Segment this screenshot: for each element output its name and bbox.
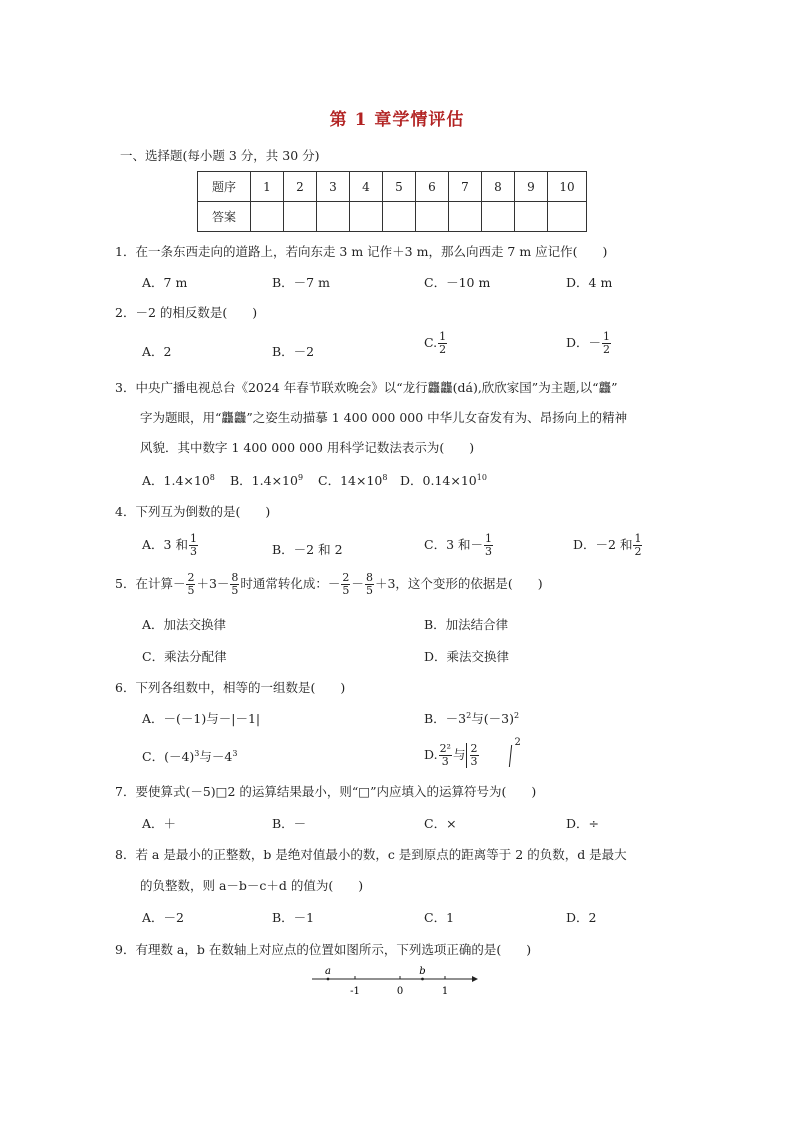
- q6-option-c: [142, 747, 237, 765]
- exponent: 2: [466, 710, 472, 720]
- arrow-icon: [472, 976, 478, 982]
- denominator: 2: [439, 343, 447, 356]
- answer-table-header-label: 题序: [198, 172, 251, 202]
- q2-option-d: [566, 331, 612, 356]
- denominator: 5: [365, 584, 373, 597]
- question-2-text: 2．－2 的相反数是( ): [115, 305, 258, 320]
- point-a-marker: [327, 978, 330, 981]
- q3-option-a-base: A．1.4×10: [142, 473, 210, 488]
- numerator: 8: [365, 571, 373, 584]
- fraction: [341, 572, 350, 597]
- question-8-line1: 8．若 a 是最小的正整数，b 是绝对值最小的数，c 是到原点的距离等于 2 的负数，d 是最大: [115, 847, 627, 862]
- answer-cell[interactable]: [284, 202, 317, 232]
- q4-option-d: [573, 533, 643, 558]
- point-b-label: b: [419, 966, 426, 977]
- q5-part: ＋3－: [196, 576, 230, 591]
- numerator: 2²: [439, 742, 451, 755]
- q4-option-b: B．－2 和 2: [272, 542, 343, 557]
- question-9-text: 9．有理数 a，b 在数轴上对应点的位置如图所示，下列选项正确的是( ): [115, 942, 532, 957]
- q7-option-a: A．＋: [142, 816, 177, 831]
- number-line-tick-label: 0: [396, 986, 404, 997]
- q1-option-c: C．－10 m: [424, 275, 491, 290]
- numerator: 1: [603, 330, 611, 343]
- numerator: 1: [634, 532, 642, 545]
- paren-bracket: [478, 745, 511, 767]
- q3-option-d: [400, 471, 487, 489]
- q4-option-c-prefix: C．3 和－: [424, 537, 483, 552]
- question-3-line1: 3．中央广播电视总台《2024 年春节联欢晚会》以“龙行龘龘(dá),欣欣家国”为主题,以“龘”: [115, 380, 618, 395]
- q2-option-c: [424, 331, 448, 356]
- exponent: 3: [194, 748, 200, 758]
- q7-option-d: D．÷: [566, 816, 599, 831]
- answer-cell[interactable]: [416, 202, 449, 232]
- q5-option-c: C．乘法分配律: [142, 649, 227, 664]
- point-a-label: a: [325, 966, 331, 977]
- q2-option-a: A．2: [142, 344, 172, 359]
- q5-option-d: D．乘法交换律: [424, 649, 510, 664]
- page-title: 第 1 章学情评估: [329, 110, 465, 130]
- q2-option-c-prefix: C.: [424, 335, 438, 350]
- paren-bracket: [466, 743, 480, 768]
- q4-option-d-prefix: D．－2 和: [573, 537, 633, 552]
- fraction: [230, 572, 239, 597]
- denominator: 3: [470, 755, 478, 768]
- answer-table-number: 6: [416, 172, 449, 202]
- q3-option-b-base: B．1.4×10: [230, 473, 298, 488]
- q6-b-part: 与(－3): [471, 711, 514, 726]
- fraction: [470, 743, 479, 768]
- exponent: 2: [513, 710, 520, 720]
- answer-cell[interactable]: [515, 202, 548, 232]
- q8-option-c: C．1: [424, 910, 455, 925]
- q8-option-b: B．－1: [272, 910, 315, 925]
- numerator: 2: [470, 742, 478, 755]
- fraction: [186, 572, 195, 597]
- question-7-text: 7．要使算式(－5)□2 的运算结果最小，则“□”内应填入的运算符号为( ): [115, 784, 537, 799]
- answer-cell[interactable]: [317, 202, 350, 232]
- denominator: 3: [441, 755, 449, 768]
- denominator: 2: [634, 545, 642, 558]
- answer-cell[interactable]: [482, 202, 515, 232]
- answer-table: [197, 171, 587, 232]
- q2-option-b: B．－2: [272, 344, 315, 359]
- denominator: 5: [231, 584, 239, 597]
- question-1-text: 1．在一条东西走向的道路上，若向东走 3 m 记作＋3 m，那么向西走 7 m 应记作( ): [115, 244, 608, 259]
- point-b-marker: [421, 978, 424, 981]
- denominator: 5: [187, 584, 195, 597]
- q1-option-d: D．4 m: [566, 275, 613, 290]
- answer-cell[interactable]: [449, 202, 482, 232]
- question-8-line2: 的负整数，则 a－b－c＋d 的值为( ): [140, 878, 364, 893]
- exponent: 8: [209, 472, 215, 482]
- denominator: 2: [603, 343, 611, 356]
- answer-table-number: 2: [284, 172, 317, 202]
- number-line-tick-label: 1: [441, 986, 449, 997]
- answer-table-number: 9: [515, 172, 548, 202]
- numerator: 2: [187, 571, 195, 584]
- question-3-line3: 风貌．其中数字 1 400 000 000 用科学记数法表示为( ): [140, 440, 475, 455]
- section-heading: 一、选择题(每小题 3 分，共 30 分): [120, 148, 320, 163]
- q3-option-d-base: D．0.14×10: [400, 473, 477, 488]
- denominator: 3: [485, 545, 492, 558]
- answer-table-number: 1: [251, 172, 284, 202]
- question-3-line2: 字为题眼，用“龘龘”之姿生动描摹 1 400 000 000 中华儿女奋发有为、昂扬向上的精神: [140, 410, 628, 425]
- number-line-tick-label: -1: [350, 986, 360, 997]
- fraction: [189, 533, 198, 558]
- q2-option-d-prefix: D．－: [566, 335, 602, 350]
- q5-part: ＋3，这个变形的依据是( ): [374, 576, 543, 591]
- fraction: [633, 533, 642, 558]
- q4-option-c: [424, 533, 494, 558]
- q6-b-part: B．－3: [424, 711, 467, 726]
- denominator: 5: [342, 584, 350, 597]
- question-4-text: 4．下列互为倒数的是( ): [115, 504, 271, 519]
- question-5-text: [115, 572, 543, 597]
- question-6-text: 6．下列各组数中，相等的一组数是( ): [115, 680, 346, 695]
- q5-option-b: B．加法结合律: [424, 617, 509, 632]
- numerator: 1: [439, 330, 447, 343]
- q7-option-c: C．×: [424, 816, 457, 831]
- q6-d-part: 与: [452, 747, 466, 762]
- exponent: 8: [382, 472, 388, 482]
- fraction: [365, 572, 374, 597]
- numerator: 2: [342, 571, 350, 584]
- answer-table-number: 10: [548, 172, 587, 202]
- q6-option-a: A．－(－1)与－|－1|: [142, 711, 261, 726]
- exponent: 3: [232, 748, 238, 758]
- q6-c-part: C．(－4): [142, 749, 195, 764]
- q4-option-a-prefix: A．3 和: [142, 537, 188, 552]
- answer-cell[interactable]: [383, 202, 416, 232]
- answer-table-answer-row: [198, 202, 587, 232]
- number-line: [308, 965, 488, 1001]
- q6-option-b: [424, 709, 519, 727]
- exponent: 2: [514, 737, 521, 748]
- exponent: 9: [297, 472, 304, 482]
- q3-option-a: [142, 471, 215, 489]
- q5-option-a: A．加法交换律: [142, 617, 227, 632]
- answer-table-number: 5: [383, 172, 416, 202]
- answer-table-number: 3: [317, 172, 350, 202]
- fraction: [438, 331, 447, 356]
- exponent: 10: [476, 472, 487, 482]
- answer-table-header-row: [198, 172, 587, 202]
- numerator: 8: [231, 571, 239, 584]
- q6-option-d: [424, 737, 521, 768]
- fraction: [484, 533, 493, 558]
- fraction: [439, 743, 452, 768]
- q3-option-c-base: C．14×10: [318, 473, 383, 488]
- q5-part: －: [351, 576, 364, 591]
- q4-option-a: [142, 533, 199, 558]
- numerator: 1: [485, 532, 492, 545]
- answer-table-number: 8: [482, 172, 515, 202]
- q1-option-b: B．－7 m: [272, 275, 330, 290]
- q1-option-a: A．7 m: [142, 275, 188, 290]
- denominator: 3: [189, 545, 197, 558]
- q3-option-c: [318, 471, 387, 489]
- q6-c-part: 与－4: [199, 749, 233, 764]
- q6-d-prefix: D.: [424, 747, 438, 762]
- answer-table-answer-label: 答案: [198, 202, 251, 232]
- answer-table-number: 4: [350, 172, 383, 202]
- answer-cell[interactable]: [350, 202, 383, 232]
- q8-option-a: A．－2: [142, 910, 184, 925]
- q7-option-b: B．－: [272, 816, 307, 831]
- q8-option-d: D．2: [566, 910, 597, 925]
- numerator: 1: [189, 532, 197, 545]
- fraction: [602, 331, 611, 356]
- q5-part: 5．在计算－: [115, 576, 186, 591]
- answer-table-number: 7: [449, 172, 482, 202]
- q5-part: 时通常转化成：－: [240, 576, 341, 591]
- q3-option-b: [230, 471, 303, 489]
- answer-cell[interactable]: [251, 202, 284, 232]
- answer-cell[interactable]: [548, 202, 587, 232]
